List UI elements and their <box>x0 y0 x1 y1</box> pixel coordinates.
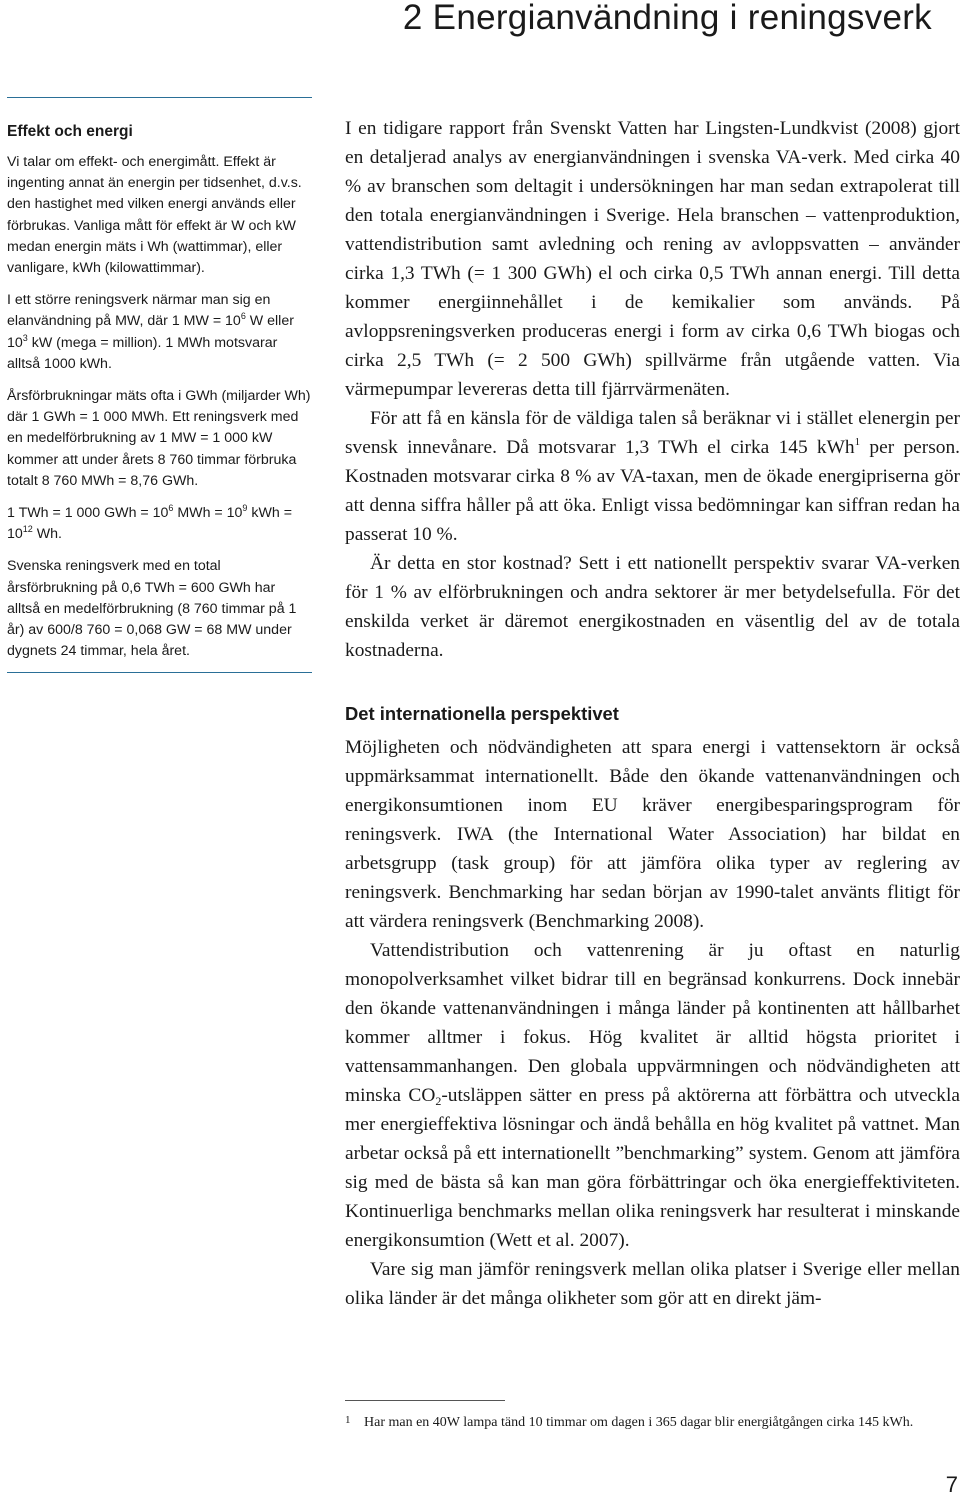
fact-box-paragraph-4: 1 TWh = 1 000 GWh = $10^6$ MWh = $10^9$ kWh = $10^{12}$ Wh. <box>7 503 292 543</box>
footnote-number: 1 <box>345 1414 351 1426</box>
fact-box-paragraph-2: I ett större reningsverk närmar man sig en elanvändning på MW, där 1 MW = $10^6$ W eller $10^3$ kW (mega = million). 1 MWh motsvarar alltså 1000 kWh. <box>7 292 294 372</box>
fact-box <box>7 97 312 673</box>
fact-box-paragraph-3: Årsförbrukningar mäts ofta i GWh (miljarder Wh) där 1 GWh = 1 000 MWh. Ett reningsverk med en medelförbrukning av 1 MW = 1 000 kW kommer att under årets 8 760 timmar förbruka totalt 8 760 MWh = 8,76 GWh. <box>7 388 311 489</box>
body-paragraph-5: Vattendistribution och vattenrening är ju oftast en naturlig monopolverksamhet vilket bidrar till en begränsad konkurrens. Dock innebär den ökande vattenanvändningen i många länder på kontinenten att hållbarhet kommer alltmer i fokus. Hög kvalitet är alltid högsta prioritet i vattensammanhangen. Den globala uppvärmningen och nödvändigheten att minska $CO_2$-utsläppen sätter en press på aktörerna att förbättra och utveckla mer energieffektiva lösningar och ändå behålla en hög kvalitet på vattnet. Man arbetar också på ett internationellt ”benchmarking” system. Genom att jämföra sig med de bästa så kan man göra förbättringar och öka energieffektiviteten. Kontinuerliga benchmarks mellan olika reningsverk har resulterat i minskande energikonsumtion (Wett et al. 2007). <box>345 940 960 1251</box>
fact-box-paragraph-5: Svenska reningsverk med en total årsförbrukning på 0,6 TWh = 600 GWh har alltså en medelförbrukning (8 760 timmar på 1 år) av 600/8 760 = 0,068 GW = 68 MW under dygnets 24 timmar, hela året. <box>7 558 297 660</box>
footnote-ref: 1 <box>854 436 861 448</box>
body-paragraph-2: För att få en känsla för de väldiga talen så beräknar vi i stället elenergin per svensk innevånare. Då motsvarar 1,3 TWh el cirka 145 kWh$^1$ per person. Kostnaden motsvarar cirka 8 % av VA-taxan, men de ökade energipriserna gör att denna siffra håller på att öka. Enligt vissa bedömningar kan siffran redan ha passerat 10 %. <box>345 408 960 545</box>
chapter-title: 2 Energianvändning i reningsverk <box>402 0 932 37</box>
footnote-text: Har man en 40W lampa tänd 10 timmar om dagen i 365 dagar blir energiåtgången cirka 145 kWh. <box>364 1415 914 1430</box>
body-paragraph-1: I en tidigare rapport från Svenskt Vatten har Lingsten-Lundkvist (2008) gjort en detaljerad analys av energianvändningen i svenska VA-verk. Med cirka 40 % av branschen som deltagit i undersökningen har man sedan extrapolerat till den totala energianvändningen i Sverige. Hela branschen – vattenproduktion, vattendistribution samt avledning och rening av avloppsvatten – använder cirka 1,3 TWh (= 1 300 GWh) el och cirka 0,5 TWh annan energi. Till detta kommer energiinnehållet i de kemikalier som används. På avloppsreningsverken produceras energi i form av cirka 0,6 TWh biogas och cirka 2,5 TWh (= 2 500 GWh) spillvärme från utgående vatten. Via värmepumpar levereras detta till fjärrvärmenäten. <box>345 118 960 400</box>
fact-box-paragraph-1: Vi talar om effekt- och energimått. Effekt är ingenting annat än energin per tidsenhet, d.v.s. den hastighet med vilken energi används eller förbrukas. Vanliga mått för effekt är W och kW medan energin mäts i Wh (wattimmar), eller vanligare, kWh (kilowattimmar). <box>7 154 302 277</box>
main-text <box>345 114 960 1313</box>
body-paragraph-4: Möjligheten och nödvändigheten att spara energi i vattensektorn är också uppmärksammat internationellt. Både den ökande vattenanvändningen och energikonsumtionen inom EU kräver energibesparingsprogram för reningsverk. IWA (the International Water Association) har bildat en arbetsgrupp (task group) för att jämföra olika typer av reglering av reningsverk. Benchmarking har sedan början av 1990-talet använts flitigt för att värdera reningsverk (Benchmarking 2008). <box>345 737 960 932</box>
section-heading: Det internationella perspektivet <box>345 703 619 724</box>
footnote-divider <box>345 1400 505 1401</box>
fact-box-heading: Effekt och energi <box>7 123 133 140</box>
page-number: 7 <box>945 1472 958 1497</box>
body-paragraph-3: Är detta en stor kostnad? Sett i ett nationellt perspektiv svarar VA-verken för 1 % av elförbrukningen och andra sektorer är mer betydelsefulla. För det enskilda verket är däremot energikostnaden en väsentlig del av de totala kostnaderna. <box>345 553 960 661</box>
body-paragraph-6: Vare sig man jämför reningsverk mellan olika platser i Sverige eller mellan olika länder är det många olikheter som gör att en direkt jäm- <box>345 1259 960 1309</box>
footnote <box>345 1410 960 1433</box>
